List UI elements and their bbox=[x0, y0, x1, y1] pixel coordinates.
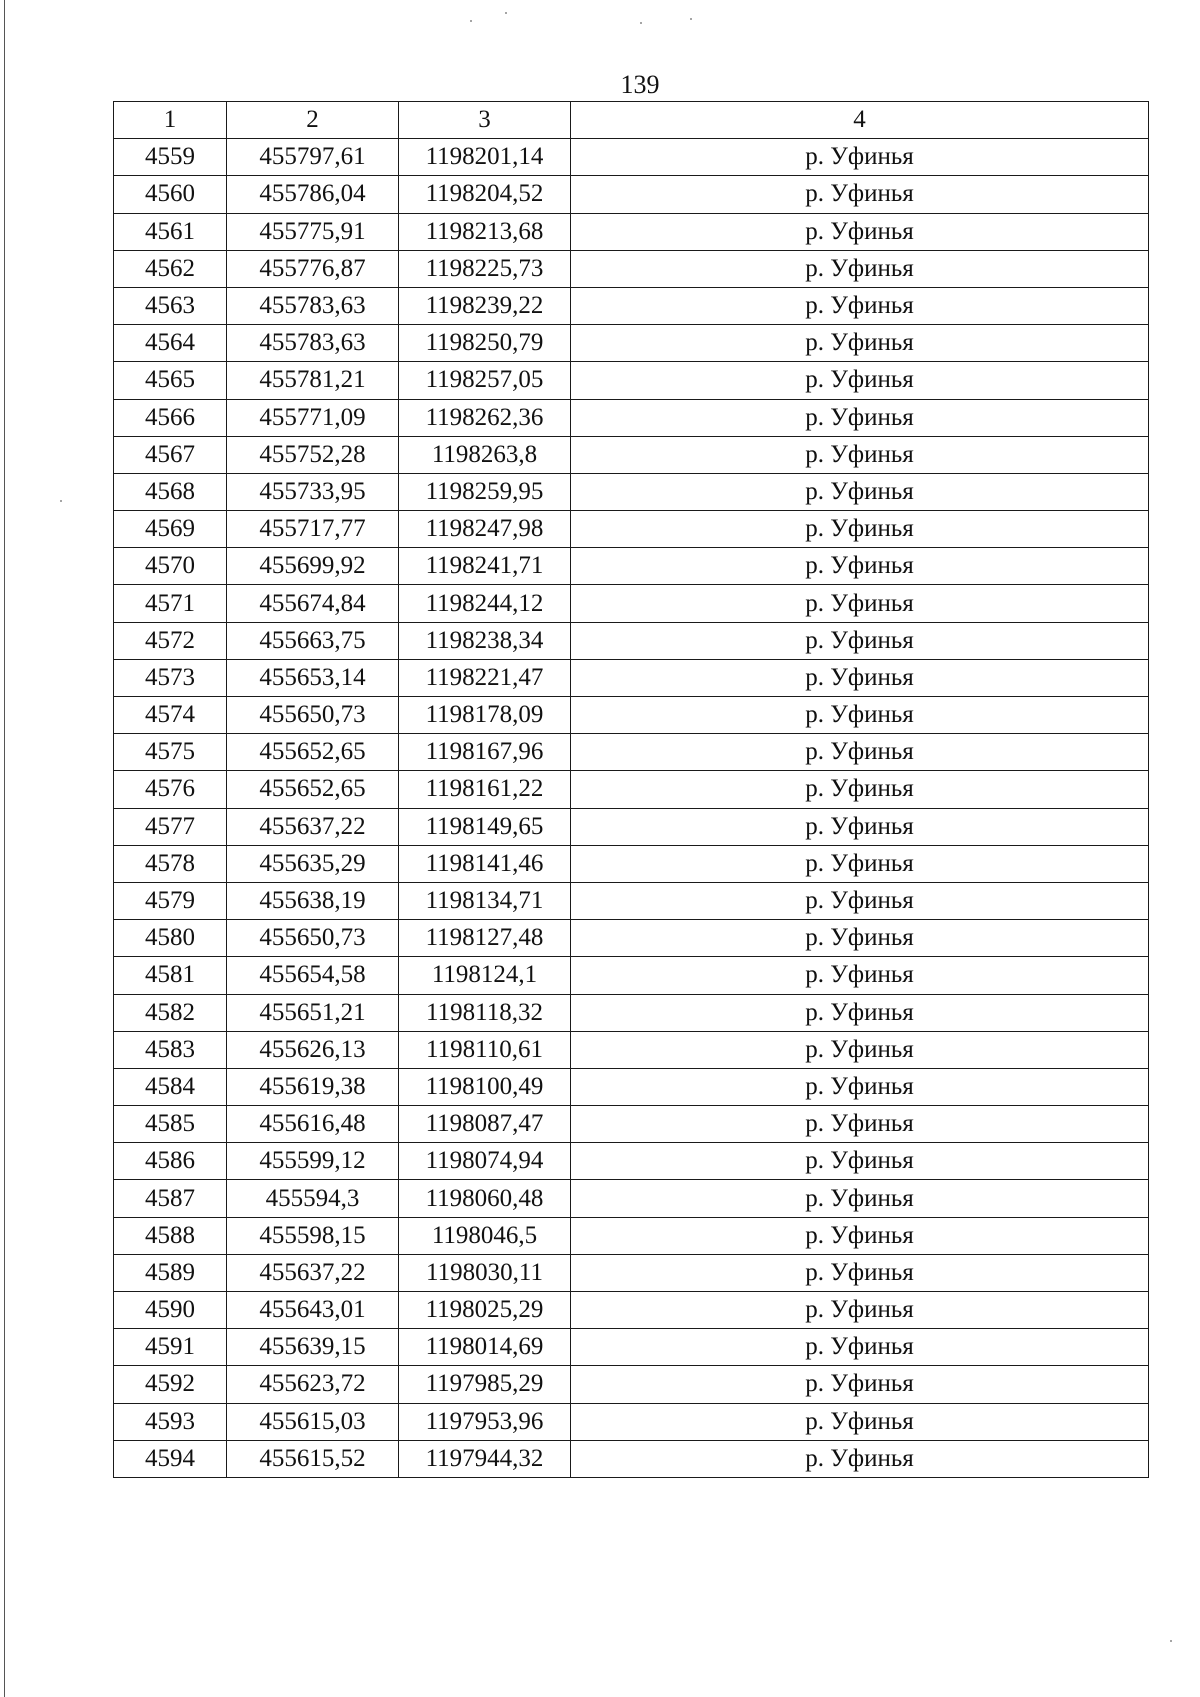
point-number-cell: 4567 bbox=[114, 436, 227, 473]
coordinate-y-cell: 1198100,49 bbox=[399, 1068, 571, 1105]
coordinate-y-cell: 1198087,47 bbox=[399, 1106, 571, 1143]
point-number-cell: 4568 bbox=[114, 473, 227, 510]
scan-speck bbox=[505, 12, 507, 14]
coordinate-y-cell: 1198257,05 bbox=[399, 362, 571, 399]
scan-speck bbox=[60, 500, 62, 502]
point-number-cell: 4561 bbox=[114, 213, 227, 250]
coordinate-x-cell: 455616,48 bbox=[227, 1106, 399, 1143]
coordinates-table bbox=[113, 101, 1149, 1478]
page-left-edge bbox=[4, 0, 5, 1697]
description-cell: р. Уфинья bbox=[571, 1440, 1149, 1477]
point-number-cell: 4560 bbox=[114, 176, 227, 213]
point-number-cell: 4594 bbox=[114, 1440, 227, 1477]
coordinate-y-cell: 1198014,69 bbox=[399, 1329, 571, 1366]
coordinate-y-cell: 1198141,46 bbox=[399, 845, 571, 882]
coordinate-x-cell: 455626,13 bbox=[227, 1031, 399, 1068]
table-row bbox=[114, 1031, 1149, 1068]
table-row bbox=[114, 734, 1149, 771]
table-row bbox=[114, 1366, 1149, 1403]
coordinate-x-cell: 455638,19 bbox=[227, 882, 399, 919]
description-cell: р. Уфинья bbox=[571, 325, 1149, 362]
description-cell: р. Уфинья bbox=[571, 957, 1149, 994]
table-row bbox=[114, 771, 1149, 808]
coordinate-y-cell: 1198074,94 bbox=[399, 1143, 571, 1180]
point-number-cell: 4586 bbox=[114, 1143, 227, 1180]
description-cell: р. Уфинья bbox=[571, 1329, 1149, 1366]
coordinate-x-cell: 455650,73 bbox=[227, 697, 399, 734]
page-number: 139 bbox=[620, 70, 660, 99]
table-row bbox=[114, 139, 1149, 176]
coordinate-x-cell: 455650,73 bbox=[227, 920, 399, 957]
table-row bbox=[114, 1180, 1149, 1217]
coordinate-y-cell: 1198201,14 bbox=[399, 139, 571, 176]
coordinate-x-cell: 455615,03 bbox=[227, 1403, 399, 1440]
description-cell: р. Уфинья bbox=[571, 734, 1149, 771]
table-row bbox=[114, 473, 1149, 510]
coordinate-x-cell: 455637,22 bbox=[227, 1254, 399, 1291]
point-number-cell: 4590 bbox=[114, 1292, 227, 1329]
point-number-cell: 4562 bbox=[114, 250, 227, 287]
description-cell: р. Уфинья bbox=[571, 697, 1149, 734]
table-row bbox=[114, 882, 1149, 919]
scan-speck bbox=[690, 18, 692, 20]
table-row bbox=[114, 1106, 1149, 1143]
table-row bbox=[114, 957, 1149, 994]
coordinate-y-cell: 1197985,29 bbox=[399, 1366, 571, 1403]
coordinate-x-cell: 455783,63 bbox=[227, 325, 399, 362]
coordinate-x-cell: 455781,21 bbox=[227, 362, 399, 399]
coordinate-x-cell: 455635,29 bbox=[227, 845, 399, 882]
table-row bbox=[114, 176, 1149, 213]
coordinate-y-cell: 1198238,34 bbox=[399, 622, 571, 659]
point-number-cell: 4570 bbox=[114, 548, 227, 585]
coordinate-y-cell: 1198221,47 bbox=[399, 659, 571, 696]
description-cell: р. Уфинья bbox=[571, 771, 1149, 808]
coordinate-x-cell: 455783,63 bbox=[227, 287, 399, 324]
point-number-cell: 4578 bbox=[114, 845, 227, 882]
description-cell: р. Уфинья bbox=[571, 399, 1149, 436]
coordinate-y-cell: 1198124,1 bbox=[399, 957, 571, 994]
coordinate-x-cell: 455786,04 bbox=[227, 176, 399, 213]
description-cell: р. Уфинья bbox=[571, 1254, 1149, 1291]
table-row bbox=[114, 362, 1149, 399]
description-cell: р. Уфинья bbox=[571, 1366, 1149, 1403]
table-row bbox=[114, 920, 1149, 957]
coordinate-y-cell: 1198178,09 bbox=[399, 697, 571, 734]
point-number-cell: 4591 bbox=[114, 1329, 227, 1366]
column-header: 2 bbox=[227, 102, 399, 139]
coordinate-x-cell: 455652,65 bbox=[227, 734, 399, 771]
coordinate-y-cell: 1198167,96 bbox=[399, 734, 571, 771]
table-row bbox=[114, 1292, 1149, 1329]
point-number-cell: 4565 bbox=[114, 362, 227, 399]
scan-speck bbox=[470, 20, 472, 22]
description-cell: р. Уфинья bbox=[571, 213, 1149, 250]
coordinate-y-cell: 1198060,48 bbox=[399, 1180, 571, 1217]
point-number-cell: 4564 bbox=[114, 325, 227, 362]
table-row bbox=[114, 325, 1149, 362]
point-number-cell: 4584 bbox=[114, 1068, 227, 1105]
description-cell: р. Уфинья bbox=[571, 250, 1149, 287]
coordinate-y-cell: 1198262,36 bbox=[399, 399, 571, 436]
table-header-row bbox=[114, 102, 1149, 139]
column-header: 1 bbox=[114, 102, 227, 139]
coordinate-x-cell: 455776,87 bbox=[227, 250, 399, 287]
coordinate-x-cell: 455619,38 bbox=[227, 1068, 399, 1105]
description-cell: р. Уфинья bbox=[571, 436, 1149, 473]
description-cell: р. Уфинья bbox=[571, 585, 1149, 622]
table-row bbox=[114, 697, 1149, 734]
coordinate-y-cell: 1198225,73 bbox=[399, 250, 571, 287]
coordinate-y-cell: 1198213,68 bbox=[399, 213, 571, 250]
coordinate-x-cell: 455752,28 bbox=[227, 436, 399, 473]
point-number-cell: 4573 bbox=[114, 659, 227, 696]
coordinate-y-cell: 1198149,65 bbox=[399, 808, 571, 845]
coordinate-x-cell: 455699,92 bbox=[227, 548, 399, 585]
table-row bbox=[114, 511, 1149, 548]
table-row bbox=[114, 213, 1149, 250]
table-row bbox=[114, 622, 1149, 659]
coordinate-x-cell: 455717,77 bbox=[227, 511, 399, 548]
point-number-cell: 4588 bbox=[114, 1217, 227, 1254]
description-cell: р. Уфинья bbox=[571, 1068, 1149, 1105]
point-number-cell: 4592 bbox=[114, 1366, 227, 1403]
description-cell: р. Уфинья bbox=[571, 511, 1149, 548]
table-row bbox=[114, 1440, 1149, 1477]
point-number-cell: 4579 bbox=[114, 882, 227, 919]
description-cell: р. Уфинья bbox=[571, 1180, 1149, 1217]
description-cell: р. Уфинья bbox=[571, 1031, 1149, 1068]
coordinate-x-cell: 455599,12 bbox=[227, 1143, 399, 1180]
table-row bbox=[114, 548, 1149, 585]
description-cell: р. Уфинья bbox=[571, 994, 1149, 1031]
coordinate-x-cell: 455797,61 bbox=[227, 139, 399, 176]
point-number-cell: 4593 bbox=[114, 1403, 227, 1440]
description-cell: р. Уфинья bbox=[571, 548, 1149, 585]
description-cell: р. Уфинья bbox=[571, 845, 1149, 882]
coordinate-x-cell: 455643,01 bbox=[227, 1292, 399, 1329]
point-number-cell: 4563 bbox=[114, 287, 227, 324]
point-number-cell: 4589 bbox=[114, 1254, 227, 1291]
table-row bbox=[114, 1403, 1149, 1440]
coordinate-y-cell: 1197953,96 bbox=[399, 1403, 571, 1440]
point-number-cell: 4585 bbox=[114, 1106, 227, 1143]
coordinate-x-cell: 455637,22 bbox=[227, 808, 399, 845]
point-number-cell: 4587 bbox=[114, 1180, 227, 1217]
coordinate-x-cell: 455775,91 bbox=[227, 213, 399, 250]
column-header: 3 bbox=[399, 102, 571, 139]
coordinate-y-cell: 1198025,29 bbox=[399, 1292, 571, 1329]
coordinate-y-cell: 1198244,12 bbox=[399, 585, 571, 622]
point-number-cell: 4582 bbox=[114, 994, 227, 1031]
description-cell: р. Уфинья bbox=[571, 1292, 1149, 1329]
coordinate-x-cell: 455639,15 bbox=[227, 1329, 399, 1366]
coordinate-y-cell: 1198263,8 bbox=[399, 436, 571, 473]
point-number-cell: 4559 bbox=[114, 139, 227, 176]
description-cell: р. Уфинья bbox=[571, 622, 1149, 659]
coordinate-y-cell: 1198250,79 bbox=[399, 325, 571, 362]
table-row bbox=[114, 845, 1149, 882]
coordinate-y-cell: 1198161,22 bbox=[399, 771, 571, 808]
table-row bbox=[114, 808, 1149, 845]
coordinate-y-cell: 1197944,32 bbox=[399, 1440, 571, 1477]
coordinate-x-cell: 455623,72 bbox=[227, 1366, 399, 1403]
point-number-cell: 4571 bbox=[114, 585, 227, 622]
point-number-cell: 4577 bbox=[114, 808, 227, 845]
table-row bbox=[114, 250, 1149, 287]
point-number-cell: 4574 bbox=[114, 697, 227, 734]
coordinate-x-cell: 455663,75 bbox=[227, 622, 399, 659]
point-number-cell: 4569 bbox=[114, 511, 227, 548]
coordinate-y-cell: 1198046,5 bbox=[399, 1217, 571, 1254]
description-cell: р. Уфинья bbox=[571, 882, 1149, 919]
coordinate-y-cell: 1198134,71 bbox=[399, 882, 571, 919]
coordinate-y-cell: 1198204,52 bbox=[399, 176, 571, 213]
table-row bbox=[114, 994, 1149, 1031]
point-number-cell: 4583 bbox=[114, 1031, 227, 1068]
coordinate-x-cell: 455594,3 bbox=[227, 1180, 399, 1217]
table-row bbox=[114, 1068, 1149, 1105]
coordinate-y-cell: 1198241,71 bbox=[399, 548, 571, 585]
description-cell: р. Уфинья bbox=[571, 473, 1149, 510]
coordinate-x-cell: 455615,52 bbox=[227, 1440, 399, 1477]
table-row bbox=[114, 1217, 1149, 1254]
column-header: 4 bbox=[571, 102, 1149, 139]
description-cell: р. Уфинья bbox=[571, 1143, 1149, 1180]
point-number-cell: 4575 bbox=[114, 734, 227, 771]
coordinate-y-cell: 1198110,61 bbox=[399, 1031, 571, 1068]
description-cell: р. Уфинья bbox=[571, 139, 1149, 176]
coordinate-x-cell: 455598,15 bbox=[227, 1217, 399, 1254]
coordinate-x-cell: 455733,95 bbox=[227, 473, 399, 510]
coordinate-y-cell: 1198259,95 bbox=[399, 473, 571, 510]
description-cell: р. Уфинья bbox=[571, 1403, 1149, 1440]
point-number-cell: 4566 bbox=[114, 399, 227, 436]
coordinate-x-cell: 455771,09 bbox=[227, 399, 399, 436]
coordinate-x-cell: 455653,14 bbox=[227, 659, 399, 696]
description-cell: р. Уфинья bbox=[571, 808, 1149, 845]
point-number-cell: 4572 bbox=[114, 622, 227, 659]
table-row bbox=[114, 1329, 1149, 1366]
description-cell: р. Уфинья bbox=[571, 1106, 1149, 1143]
coordinate-x-cell: 455651,21 bbox=[227, 994, 399, 1031]
description-cell: р. Уфинья bbox=[571, 176, 1149, 213]
description-cell: р. Уфинья bbox=[571, 920, 1149, 957]
table-row bbox=[114, 659, 1149, 696]
coordinate-x-cell: 455674,84 bbox=[227, 585, 399, 622]
point-number-cell: 4580 bbox=[114, 920, 227, 957]
table-row bbox=[114, 585, 1149, 622]
description-cell: р. Уфинья bbox=[571, 659, 1149, 696]
table-row bbox=[114, 399, 1149, 436]
point-number-cell: 4581 bbox=[114, 957, 227, 994]
coordinate-x-cell: 455652,65 bbox=[227, 771, 399, 808]
description-cell: р. Уфинья bbox=[571, 287, 1149, 324]
table-row bbox=[114, 287, 1149, 324]
coordinate-y-cell: 1198127,48 bbox=[399, 920, 571, 957]
table-row bbox=[114, 436, 1149, 473]
coordinate-x-cell: 455654,58 bbox=[227, 957, 399, 994]
coordinate-y-cell: 1198118,32 bbox=[399, 994, 571, 1031]
description-cell: р. Уфинья bbox=[571, 1217, 1149, 1254]
description-cell: р. Уфинья bbox=[571, 362, 1149, 399]
coordinate-y-cell: 1198030,11 bbox=[399, 1254, 571, 1291]
scan-speck bbox=[1170, 1640, 1172, 1642]
point-number-cell: 4576 bbox=[114, 771, 227, 808]
coordinate-y-cell: 1198239,22 bbox=[399, 287, 571, 324]
table-body bbox=[114, 139, 1149, 1478]
table-row bbox=[114, 1143, 1149, 1180]
scan-speck bbox=[640, 22, 642, 24]
coordinate-y-cell: 1198247,98 bbox=[399, 511, 571, 548]
table-row bbox=[114, 1254, 1149, 1291]
